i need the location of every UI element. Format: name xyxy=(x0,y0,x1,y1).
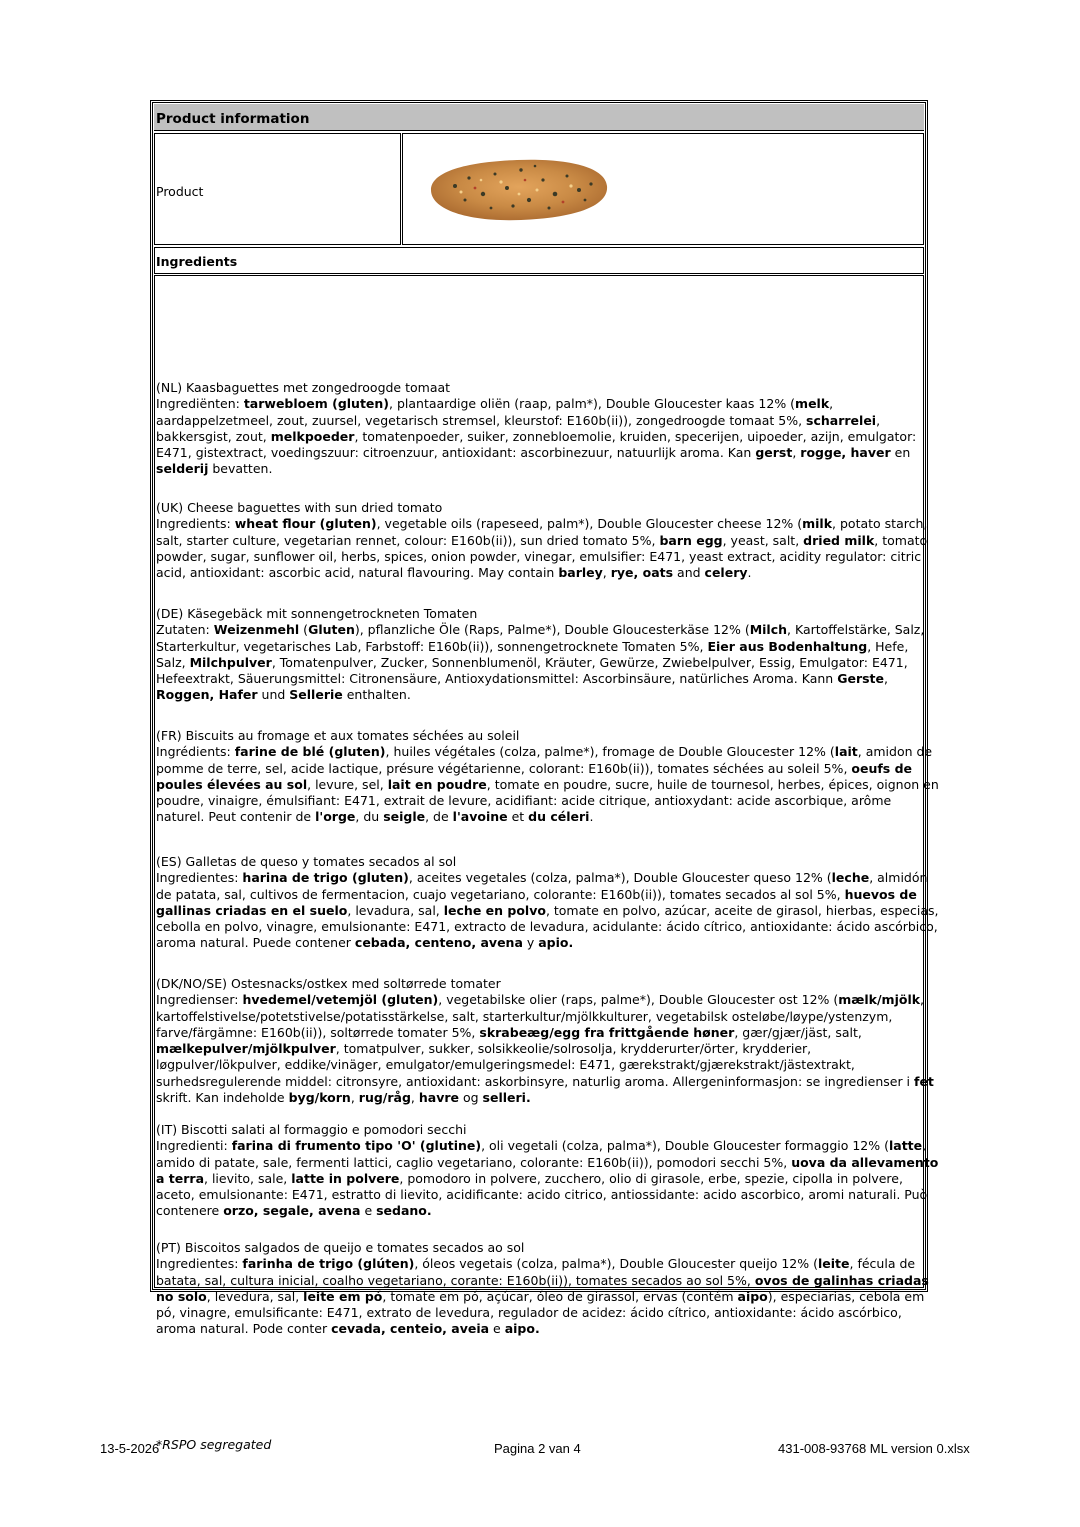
ingredient-line xyxy=(156,1009,924,1025)
ingredient-line xyxy=(156,1272,929,1289)
ingredient-text: , de xyxy=(425,809,453,825)
ingredient-line xyxy=(156,1138,927,1154)
ingredient-line xyxy=(156,396,924,412)
ingredient-block xyxy=(156,606,924,704)
language-title: (UK) Cheese baguettes with sun dried tomato xyxy=(156,500,443,515)
ingredient-text: , lievito, sale, xyxy=(204,1170,292,1186)
allergen-text: havre xyxy=(418,1090,459,1106)
ingredient-text: , levadura, sal, xyxy=(347,902,444,918)
ingredient-line xyxy=(156,565,924,581)
ingredient-line xyxy=(156,809,924,825)
allergen-text: sedano. xyxy=(376,1203,432,1219)
ingredient-line xyxy=(156,671,924,687)
allergen-text: Milchpulver xyxy=(189,654,272,670)
ingredient-line xyxy=(156,776,939,793)
ingredient-text: , huiles végétales (colza, palme*), fromage de Double Gloucester 12% ( xyxy=(385,744,835,760)
ingredient-text: , tomate em pó, açúcar, óleo de girassol, ervas (contém xyxy=(382,1288,738,1304)
allergen-text: poules élevées au sol xyxy=(156,776,308,792)
ingredient-text: , levedura, sal, xyxy=(206,1288,304,1304)
ingredient-line xyxy=(156,744,933,760)
ingredient-text: contenere xyxy=(156,1203,224,1219)
ingredient-block xyxy=(156,854,939,952)
allergen-text: selderij xyxy=(156,461,209,477)
allergen-text: scharrelei xyxy=(806,412,877,428)
ingredient-text: naturel. Peut contenir de xyxy=(156,809,316,825)
allergen-text: Gluten xyxy=(308,622,355,638)
ingredient-line xyxy=(156,1057,924,1073)
rspo-footnote: *RSPO segregated xyxy=(156,1437,272,1452)
ingredient-text: kartoffelstivelse/potetstivelse/potatisstärkelse, salt, starterkultur/mjölkkulturer, vegetabilsk osteløbe/løype/ystenzym, xyxy=(156,1008,893,1024)
ingredient-text: Ingredientes: xyxy=(156,870,243,886)
ingredient-text: amido di patate, sale, fermenti lattici, caglio vegetariano, colorante: E160b(ii)), pomodori secchi 5%, xyxy=(156,1154,792,1170)
ingredient-text: , Tomatenpulver, Zucker, Sonnenblumenöl, Kräuter, Gewürze, Zwiebelpulver, Essig, Emulgator: E471, xyxy=(271,654,908,670)
allergen-text: huevos de xyxy=(844,886,917,902)
ingredient-line xyxy=(156,1171,924,1187)
allergen-text: wheat flour (gluten) xyxy=(234,516,377,532)
ingredient-text: pomme de terre, sel, acide lactique, présure végétarienne, colorant: E160b(ii)), tomates séchées au soleil 5%, xyxy=(156,760,852,776)
allergen-text: seigle xyxy=(383,809,426,825)
allergen-text: lait en poudre xyxy=(387,776,487,792)
ingredient-text: , yeast, salt, xyxy=(722,532,804,548)
ingredient-line xyxy=(156,1203,924,1219)
ingredient-text: farve/färgämne: E160b(ii)), soltørrede tomater 5%, xyxy=(156,1024,480,1040)
ingredient-text: , amidon de xyxy=(857,744,933,760)
ingredient-text: , xyxy=(792,445,801,461)
ingredients-header xyxy=(154,247,924,274)
ingredient-text: løgpulver/lökpulver, eddike/vinäger, emulgator/emulgeringsmedel: E471, gærekstrakt/gjærekstrakt/jästextrakt, xyxy=(156,1057,855,1073)
footer-date: 13-5-2026 xyxy=(100,1441,160,1456)
ingredient-text: , oli vegetali (colza, palma*), Double Gloucester formaggio 12% ( xyxy=(481,1138,889,1154)
ingredient-text: , potato starch, xyxy=(832,516,928,532)
allergen-text: rug/råg xyxy=(358,1090,411,1106)
ingredient-text: Ingredients: xyxy=(156,516,235,532)
ingredient-text: bakkersgist, zout, xyxy=(156,428,271,444)
allergen-text: leche en polvo xyxy=(443,902,546,918)
allergen-text: orzo, segale, avena xyxy=(223,1203,361,1219)
ingredient-line xyxy=(156,639,924,655)
product-label-cell xyxy=(154,133,401,245)
allergen-text: cevada, centeio, aveia xyxy=(331,1321,490,1337)
footer-page-number: Pagina 2 van 4 xyxy=(494,1441,581,1456)
ingredient-text: , xyxy=(884,671,888,687)
ingredient-text: , fécula de xyxy=(849,1256,916,1272)
allergen-text: fet xyxy=(914,1073,934,1089)
ingredient-text: ), pflanzliche Öle (Raps, Palme*), Double Gloucesterkäse 12% ( xyxy=(354,622,750,638)
allergen-text: apio. xyxy=(538,935,574,951)
ingredient-line xyxy=(156,887,924,903)
ingredient-line xyxy=(156,429,924,445)
ingredient-text: , levure, sel, xyxy=(307,776,388,792)
ingredient-line xyxy=(156,687,924,703)
language-title: (PT) Biscoitos salgados de queijo e tomates secados ao sol xyxy=(156,1240,525,1255)
ingredient-line xyxy=(156,1289,924,1305)
ingredient-text: y xyxy=(522,935,539,951)
ingredient-text: e xyxy=(360,1203,377,1219)
allergen-text: rye, oats xyxy=(610,565,674,581)
ingredient-text: Ingredienti: xyxy=(156,1138,232,1154)
allergen-text: oeufs de xyxy=(851,760,913,776)
ingredient-line xyxy=(156,1025,924,1041)
ingredient-text: e xyxy=(489,1321,505,1337)
ingredient-line xyxy=(156,935,924,951)
allergen-text: gallinas criadas en el suelo xyxy=(156,902,348,918)
allergen-text: farine de blé (gluten) xyxy=(234,744,386,760)
allergen-text: leche xyxy=(831,870,870,886)
ingredient-line xyxy=(156,1256,924,1272)
allergen-text: latte in polvere xyxy=(291,1170,400,1186)
ingredient-line xyxy=(156,793,924,809)
ingredient-line xyxy=(156,902,939,919)
allergen-text: celery xyxy=(704,565,748,581)
language-title: (NL) Kaasbaguettes met zongedroogde tomaat xyxy=(156,380,451,395)
ingredient-block xyxy=(156,1240,929,1338)
allergen-text: skrabeæg/egg fra frittgående høner xyxy=(479,1024,735,1040)
ingredient-line xyxy=(156,413,924,429)
ingredient-text: , xyxy=(876,412,881,428)
allergen-text: lait xyxy=(834,744,858,760)
allergen-text: milk xyxy=(802,516,833,532)
ingredient-text: aardappelzetmeel, zout, zuursel, vegetarisch stremsel, kleurstof: E160b(ii)), zongedroogde tomaat 5%, xyxy=(156,412,807,428)
allergen-text: l'avoine xyxy=(452,809,508,825)
ingredient-line xyxy=(156,992,924,1008)
ingredient-text: , vegetabilske olier (raps, palme*), Double Gloucester ost 12% ( xyxy=(438,992,839,1008)
ingredient-text: cebolla en polvo, vinagre, emulsionante: E471, extracto de levadura, acidulante: ácido cítrico, antioxidante: ácido ascórbico, xyxy=(156,919,938,935)
ingredient-text: , tomate en poudre, sucre, huile de tournesol, herbes, épices, oignon en xyxy=(486,776,939,792)
allergen-text: hvedemel/vetemjöl (gluten) xyxy=(242,992,439,1008)
allergen-text: Weizenmehl xyxy=(213,622,300,638)
allergen-text: barley xyxy=(558,565,603,581)
ingredient-text: aceto, emulsionante: E471, estratto di lievito, acidificante: acido citrico, antiossidante: acido ascorbico, aromi naturali. Può xyxy=(156,1187,928,1203)
ingredient-text: . xyxy=(747,565,752,581)
ingredient-line xyxy=(156,622,924,638)
allergen-text: leite xyxy=(818,1256,850,1272)
ingredient-line xyxy=(156,870,928,886)
ingredient-line xyxy=(156,516,928,532)
allergen-text: harina de trigo (gluten) xyxy=(242,870,409,886)
ingredient-text: , tomato xyxy=(874,532,928,548)
ingredient-line xyxy=(156,1073,934,1090)
ingredient-text: ), especiarias, cebola em xyxy=(767,1288,925,1304)
ingredient-text: , xyxy=(410,1090,419,1106)
ingredient-text: , pomodoro in polvere, zucchero, olio di girasole, erbe, spezie, cipolla in polvere, xyxy=(399,1170,903,1186)
ingredient-block xyxy=(156,500,928,581)
language-title: (FR) Biscuits au fromage et aux tomates séchées au soleil xyxy=(156,728,520,743)
ingredient-text: Ingrédients: xyxy=(156,744,235,760)
ingredient-line xyxy=(156,761,924,777)
ingredient-text: , xyxy=(350,1090,359,1106)
ingredient-text: salt, starter culture, vegetarian rennet, colour: E160b(ii)), sun dried tomato 5%, xyxy=(156,532,660,548)
product-photo xyxy=(425,150,611,228)
allergen-text: Sellerie xyxy=(289,687,343,703)
ingredient-text: , vegetable oils (rapeseed, palm*), Double Gloucester cheese 12% ( xyxy=(376,516,803,532)
allergen-text: mælk/mjölk xyxy=(838,992,921,1008)
ingredient-line xyxy=(156,1187,928,1203)
ingredient-text: en xyxy=(890,445,911,461)
ingredient-text: Ingredientes: xyxy=(156,1256,243,1272)
ingredient-text: aroma natural. Puede contener xyxy=(156,935,355,951)
allergen-text: Roggen, Hafer xyxy=(156,687,258,703)
allergen-text: ovos de galinhas criadas xyxy=(754,1272,929,1288)
ingredients-title: Ingredients xyxy=(156,254,238,269)
ingredient-text: et xyxy=(507,809,529,825)
ingredient-text: bevatten. xyxy=(208,461,273,477)
language-title: (IT) Biscotti salati al formaggio e pomodori secchi xyxy=(156,1122,467,1137)
ingredient-text: , gær/gjær/jäst, salt, xyxy=(734,1024,862,1040)
allergen-text: latte xyxy=(888,1138,923,1154)
allergen-text: leite em pó xyxy=(303,1288,383,1304)
ingredient-text: , tomatpulver, sukker, solsikkeolie/solrosolja, krydderurter/örter, krydderier, xyxy=(335,1041,812,1057)
ingredient-text: , óleos vegetais (colza, palma*), Double Gloucester queijo 12% ( xyxy=(414,1256,818,1272)
allergen-text: mælkepulver/mjölkpulver xyxy=(156,1041,336,1057)
product-row xyxy=(154,133,924,245)
ingredient-text: , Kartoffelstärke, Salz, xyxy=(787,622,925,638)
allergen-text: melkpoeder xyxy=(270,428,355,444)
ingredient-text: and xyxy=(673,565,705,581)
ingredient-line xyxy=(156,655,924,671)
allergen-text: melk xyxy=(795,396,830,412)
ingredient-text: surhedsregulerende middel: citronsyre, antioxidant: askorbinsyre, naturlig aroma. Allergeninformasjon: se ingredienser i xyxy=(156,1073,915,1089)
ingredient-text: powder, sugar, sunflower oil, herbs, spices, onion powder, vinegar, emulsifier: E471, yeast extract, acidity regulator: citric xyxy=(156,548,922,564)
ingredient-text: og xyxy=(459,1090,483,1106)
ingredient-text: , plantaardige oliën (raap, palm*), Double Gloucester kaas 12% ( xyxy=(389,396,796,412)
ingredient-block xyxy=(156,976,934,1106)
ingredient-block xyxy=(156,728,939,826)
ingredient-text: Hefeextrakt, Säuerungsmittel: Citronensäure, Antioxydationsmittel: Ascorbinsäure, natürliches Aroma. Kann xyxy=(156,671,838,687)
allergen-text: barn egg xyxy=(659,532,723,548)
ingredient-text: Zutaten: xyxy=(156,622,214,638)
allergen-text: byg/korn xyxy=(288,1090,351,1106)
allergen-text: aipo xyxy=(737,1288,768,1304)
ingredient-line xyxy=(156,549,924,565)
ingredient-text: batata, sal, cultura inicial, coalho vegetariano, corante: E160b(ii)), tomates secados ao sol 5%, xyxy=(156,1272,755,1288)
allergen-text: gerst xyxy=(755,445,793,461)
ingredient-text: , xyxy=(602,565,611,581)
ingredient-line xyxy=(156,1090,924,1106)
allergen-text: aipo. xyxy=(504,1321,540,1337)
ingredient-line xyxy=(156,1321,924,1337)
ingredient-text: Ingrediënten: xyxy=(156,396,244,412)
ingredient-line xyxy=(156,445,924,461)
ingredient-text: , tomatenpoeder, suiker, zonnebloemolie, kruiden, specerijen, uipoeder, azijn, emulgator: xyxy=(354,428,917,444)
ingredient-text: , xyxy=(922,1138,927,1154)
allergen-text: l'orge xyxy=(315,809,356,825)
ingredient-text: Starterkultur, vegetarisches Lab, Farbstoff: E160b(ii)), sonnengetrocknete Tomaten 5%, xyxy=(156,638,708,654)
allergen-text: farina di frumento tipo 'O' (glutine) xyxy=(231,1138,482,1154)
language-title: (DK/NO/SE) Ostesnacks/ostkex med soltørrede tomater xyxy=(156,976,501,991)
allergen-text: no solo xyxy=(156,1288,207,1304)
allergen-text: dried milk xyxy=(803,532,875,548)
ingredient-text: Salz, xyxy=(156,654,190,670)
allergen-text: selleri. xyxy=(482,1090,531,1106)
allergen-text: rogge, haver xyxy=(800,445,891,461)
allergen-text: Eier aus Bodenhaltung xyxy=(707,638,868,654)
ingredient-block xyxy=(156,1122,939,1220)
ingredient-text: , aceites vegetales (colza, palma*), Double Gloucester queso 12% ( xyxy=(408,870,832,886)
table-header xyxy=(154,104,924,131)
ingredient-line xyxy=(156,461,924,477)
ingredient-text: poudre, vinaigre, émulsifiant: E471, extrait de levure, acidifiant: acide citrique, antioxydant: acide ascorbique, arôme xyxy=(156,793,892,809)
language-title: (DE) Käsegebäck mit sonnengetrockneten Tomaten xyxy=(156,606,478,621)
ingredient-text: , almidón xyxy=(869,870,928,886)
ingredient-line xyxy=(156,919,938,935)
ingredient-text: E471, gistextract, voedingszuur: citroenzuur, antioxidant: ascorbinezuur, natuurlijk aroma. Kan xyxy=(156,445,756,461)
allergen-text: cebada, centeno, avena xyxy=(354,935,523,951)
allergen-text: a terra xyxy=(156,1170,205,1186)
ingredient-line xyxy=(156,532,928,549)
ingredient-text: , du xyxy=(355,809,384,825)
footer-file-name: 431-008-93768 ML version 0.xlsx xyxy=(778,1441,970,1456)
ingredient-line xyxy=(156,1041,924,1057)
ingredient-block xyxy=(156,380,924,478)
ingredient-line xyxy=(156,1154,939,1171)
ingredient-text: aroma natural. Pode conter xyxy=(156,1321,332,1337)
language-title: (ES) Galletas de queso y tomates secados al sol xyxy=(156,854,457,869)
ingredient-text: , xyxy=(829,396,834,412)
ingredient-text: , Hefe, xyxy=(867,638,909,654)
product-image-cell xyxy=(402,133,924,245)
ingredient-text: pó, vinagre, emulsificante: E471, extrato de levedura, regulador de acidez: ácido cítrico, antioxidante: ácido ascórbico, xyxy=(156,1305,902,1321)
allergen-text: Milch xyxy=(749,622,788,638)
ingredient-text: acid, antioxidant: ascorbic acid, natural flavouring. May contain xyxy=(156,565,559,581)
allergen-text: du céleri xyxy=(528,809,590,825)
ingredient-text: ( xyxy=(299,622,309,638)
allergen-text: tarwebloem (gluten) xyxy=(243,396,390,412)
allergen-text: Gerste xyxy=(837,671,884,687)
ingredient-text: de patata, sal, cultivos de fermentacion, cuajo vegetariano, colorante: E160b(ii)), tomates secados al sol 5%, xyxy=(156,886,845,902)
product-label: Product xyxy=(156,184,204,199)
table-header-title: Product information xyxy=(156,111,310,127)
ingredient-text: enthalten. xyxy=(342,687,411,703)
ingredient-text: Ingredienser: xyxy=(156,992,243,1008)
ingredient-text: , tomate en polvo, azúcar, aceite de girasol, hierbas, especias, xyxy=(545,902,939,918)
ingredient-text: skrift. Kan indeholde xyxy=(156,1090,289,1106)
ingredient-text: . xyxy=(589,809,594,825)
allergen-text: uova da allevamento xyxy=(791,1154,939,1170)
ingredient-text: , xyxy=(920,992,925,1008)
allergen-text: farinha de trigo (glúten) xyxy=(242,1256,415,1272)
ingredient-text: und xyxy=(257,687,290,703)
ingredient-line xyxy=(156,1305,924,1321)
